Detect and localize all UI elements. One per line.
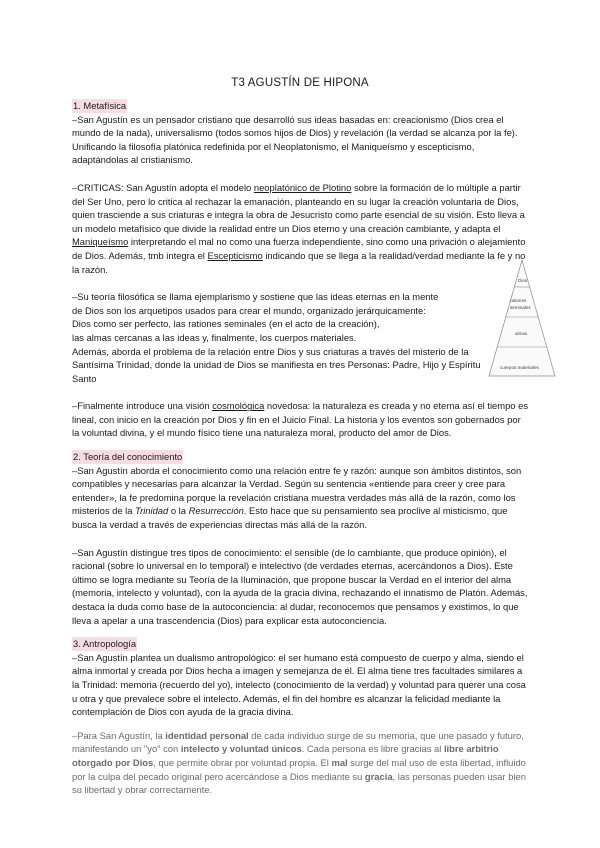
underlined-term: neoplatónico de Plotino xyxy=(253,181,352,193)
hierarchy-pyramid-diagram xyxy=(487,258,557,382)
document-title: T3 AGUSTÍN DE HIPONA xyxy=(231,77,369,89)
underlined-term: Escepticismo xyxy=(207,249,263,261)
section-conocimiento xyxy=(72,450,528,627)
paragraph-ejemplarismo: –Su teoría filosófica se llama ejemplarismo y sostiene que las ideas eternas en la mente de Dios son los arquetipos usados para crear el mundo, organizado jerárquicamente: Dios como ser perfecto, las rationes seminales (en el acto de la creación), las almas cercanas a las ideas y, finalmente, los cuerpos materiales. Además, aborda el problema de la relación entre Dios y sus criaturas a través del misterio de la Santísima Trinidad, donde la unidad de Dios se manifiesta en tres Personas: Padre, Hijo y Espíritu Santo xyxy=(72,291,481,384)
section-antropologia xyxy=(72,637,528,797)
pyramid-level-rationes: rationes xyxy=(510,298,527,303)
paragraph-identidad: –Para San Agustín, la identidad personal de cada individuo surge de su memoria, que une pasado y futuro, manifestando un "yo" con intelecto y voluntad únicos. Cada persona es libre gracias al libre arbitrio otorgado por Dios, que permite obrar por voluntad propia. El mal surge del mal uso de esta libertad, influido por la culpa del pecado original pero acercándose a Dios mediante su gracia, las personas pueden usar bien su libertad y obrar correctamente. xyxy=(72,729,526,796)
section-heading-metafisica: 1. Metafísica xyxy=(73,100,127,111)
underlined-term: Maniqueísmo xyxy=(72,236,129,248)
paragraph: –San Agustín aborda el conocimiento como una relación entre fe y razón: aunque son ámbitos distintos, son compatibles y necesarias para alcanzar la Verdad. Según su sentencia «entiende para creer y cree para entender», la fe predomina porque la revelación cristiana muestra verdades más allá de la razón, como los misterios de la Trinidad o la Resurrección. Esto hace que su pensamiento sea proclive al misticismo, que busca la verdad a través de experiencias directas más allá de la razón. xyxy=(72,464,522,531)
pyramid-level-dios: Dios xyxy=(518,278,528,283)
paragraph: –San Agustín es un pensador cristiano que desarrolló sus ideas basadas en: creacionismo (Dios crea el mundo de la nada), universalismo (todos somos hijos de Dios) y revelación (la verdad se alcanza por la fe). Unificando la filosofía platónica redefinida por el Neoplatonismo, el Maniqueísmo y escepticismo, adaptándolas al cristianismo. xyxy=(72,113,518,166)
pyramid-level-cuerpos: cuerpos materiales xyxy=(500,365,539,370)
underlined-term: cosmológica xyxy=(212,400,265,412)
pyramid-level-seminales: seminales xyxy=(510,305,531,310)
paragraph: –San Agustín distingue tres tipos de conocimiento: el sensible (de lo cambiante, que produce opinión), el racional (sobre lo universal en lo temporal) e intelectivo (de verdades eternas, acercándonos a Dios). Este último se logra mediante su Teoría de la Iluminación, que propone buscar la Verdad en el interior del alma (memoria, intelecto y voluntad), con la ayuda de la gracia divina, rechazando el innatismo de Platón. Además, destaca la duda como base de la autoconciencia: al dudar, reconocemos que pensamos y existimos, lo que lleva a apelar a una trascendencia (Dios) para explicar esta autoconciencia. xyxy=(72,546,528,626)
paragraph-cosmologia: –Finalmente introduce una visión cosmológica novedosa: la naturaleza es creada y no eterna así el tiempo es lineal, con inicio en la creación por Dios y fin en el Juicio Final. La historia y los eventos son gobernados por la voluntad divina, y el mundo físico tiene una naturaleza moral, producto del amor de Dios. xyxy=(72,400,529,439)
section-heading-antropologia: 3. Antropología xyxy=(73,638,137,650)
paragraph-criticas: –CRITICAS: San Agustín adopta el modelo neoplatónico de Plotino sobre la formación de lo múltiple a partir del Ser Uno, pero lo critica al rechazar la emanación, planteando en su lugar la creación voluntaria de Dios, quien trasciende a sus criaturas e integra la obra de Jesucristo como parte esencial de su visión. Esto lleva a un modelo metafísico que divide la realidad entre un Dios eterno y una creación cambiante, y adapta el Maniqueísmo interpretando el mal no como una fuerza independiente, sino como una privación o alejamiento de Dios. Además, tmb integra el Escepticismo indicando que se llega a la realidad/verdad mediante la fe y no la razón. xyxy=(72,181,526,275)
paragraph: –San Agustín plantea un dualismo antropológico: el ser humano está compuesto de cuerpo y alma, siendo el alma inmortal y creada por Dios hecha a imagen y semejanza de él. El alma tiene tres facultades similares a la Trinidad: memoria (recuerdo del yo), intelecto (conocimiento de la verdad) y voluntad para querer una cosa u otra y que prevalece sobre el intelecto. Además, el fin del hombre es alcanzar la felicidad mediante la contemplación de Dios con ayuda de la gracia divina. xyxy=(72,651,526,718)
document-body xyxy=(72,99,528,797)
pyramid-level-almas: almas xyxy=(515,331,528,336)
section-metafisica xyxy=(72,99,528,440)
section-heading-conocimiento: 2. Teoría del conocimiento xyxy=(73,451,183,463)
